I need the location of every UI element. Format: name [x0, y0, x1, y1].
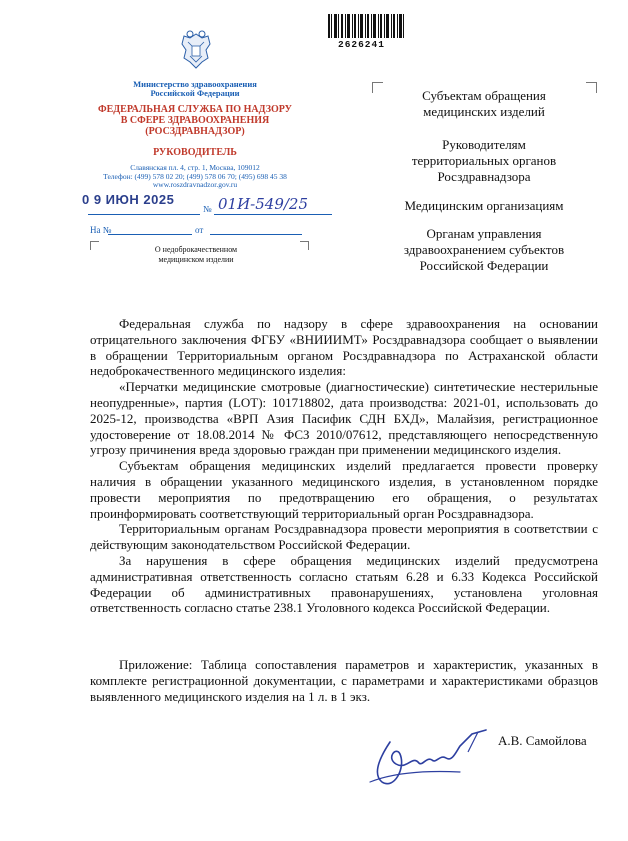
reference-from-line: [210, 234, 302, 235]
handwritten-number: 01И-549/25: [218, 195, 309, 213]
reference-line: [108, 234, 192, 235]
body-paragraph: «Перчатки медицинские смотровые (диагностические) синтетические нестерильные неопудренные», партия (LOT): 101718802, дата производства: 2021-01, использовать до 2025-12, производства «ВРП Азия Пасифик СДН БХД», Малайзия, регистрационное удостоверение от 18.08.2014 № ФСЗ 2010/07612, представляющего непосредственную угрозу причинения вреда здоровью граждан при применении медицинского изделия.: [90, 379, 598, 458]
addressee-2: Руководителям территориальных органов Росздравнадзора: [411, 137, 557, 184]
body-paragraph: Территориальным органам Росздравнадзора провести мероприятия в соответствии с действующим законодательством Российской Федерации.: [90, 521, 598, 553]
number-line: [214, 214, 332, 215]
date-stamp: 0 9 ИЮН 2025: [82, 192, 175, 207]
addressee-3: Медицинским организациям: [404, 198, 564, 213]
reference-from-label: от: [195, 225, 204, 235]
signer-name: А.В. Самойлова: [498, 733, 587, 748]
subject-corner-left: [90, 241, 99, 250]
body-paragraph: За нарушения в сфере обращения медицинских изделий предусмотрена административная ответственность согласно статьям 6.28 и 6.33 Кодекса Российской Федерации об административных правонарушениях, установлена уголовная ответственность согласно статье 238.1 Уголовного кодекса Российской Федерации.: [90, 552, 598, 616]
body-paragraph: Субъектам обращения медицинских изделий предлагается провести проверку наличия в обращении указанного медицинского изделия, в установленном порядке провести мероприятия по предотвращению его обращения, о результатах проинформировать соответствующий территориальный орган Росздравнадзора.: [90, 458, 598, 521]
number-label: №: [203, 204, 212, 214]
date-line: [88, 214, 200, 215]
letterhead-address: Славянская пл. 4, стр. 1, Москва, 109012 Телефон: (499) 578 02 20; (499) 578 06 70; (495) 698 45 38 www.roszdravnadzor.gov.ru: [103, 163, 287, 189]
attachment-note: Приложение: Таблица сопоставления параметров и характеристик, указанных в комплекте регистрационной документации, с параметрами и характеристиками образцов выявленного медицинского изделия на 1 л. в 1 экз.: [90, 657, 598, 704]
coat-of-arms-emblem: [178, 28, 214, 72]
ministry-name: Министерство здравоохранения Российской Федерации: [133, 79, 257, 98]
letter-body: [90, 316, 598, 616]
reference-label: На №: [90, 225, 112, 235]
head-title: РУКОВОДИТЕЛЬ: [153, 147, 237, 158]
handwritten-signature: [360, 712, 510, 802]
addressee-4: Органам управления здравоохранением субъектов Российской Федерации: [403, 226, 565, 273]
service-name: ФЕДЕРАЛЬНАЯ СЛУЖБА ПО НАДЗОРУ В СФЕРЕ ЗДРАВООХРАНЕНИЯ (РОСЗДРАВНАДЗОР): [98, 104, 292, 137]
subject-line: О недоброкачественном медицинском изделии: [154, 245, 238, 264]
body-paragraph: Федеральная служба по надзору в сфере здравоохранения на основании отрицательного заключения ФГБУ «ВНИИИМТ» Росздравнадзора сообщает о выявлении в обращении Территориальным органом Росздравнадзора по Астраханской области недоброкачественного медицинского изделия:: [90, 316, 598, 379]
barcode-number: 2626241: [338, 39, 385, 50]
addressee-1: Субъектам обращения медицинских изделий: [422, 88, 546, 119]
subject-corner-right: [300, 241, 309, 250]
